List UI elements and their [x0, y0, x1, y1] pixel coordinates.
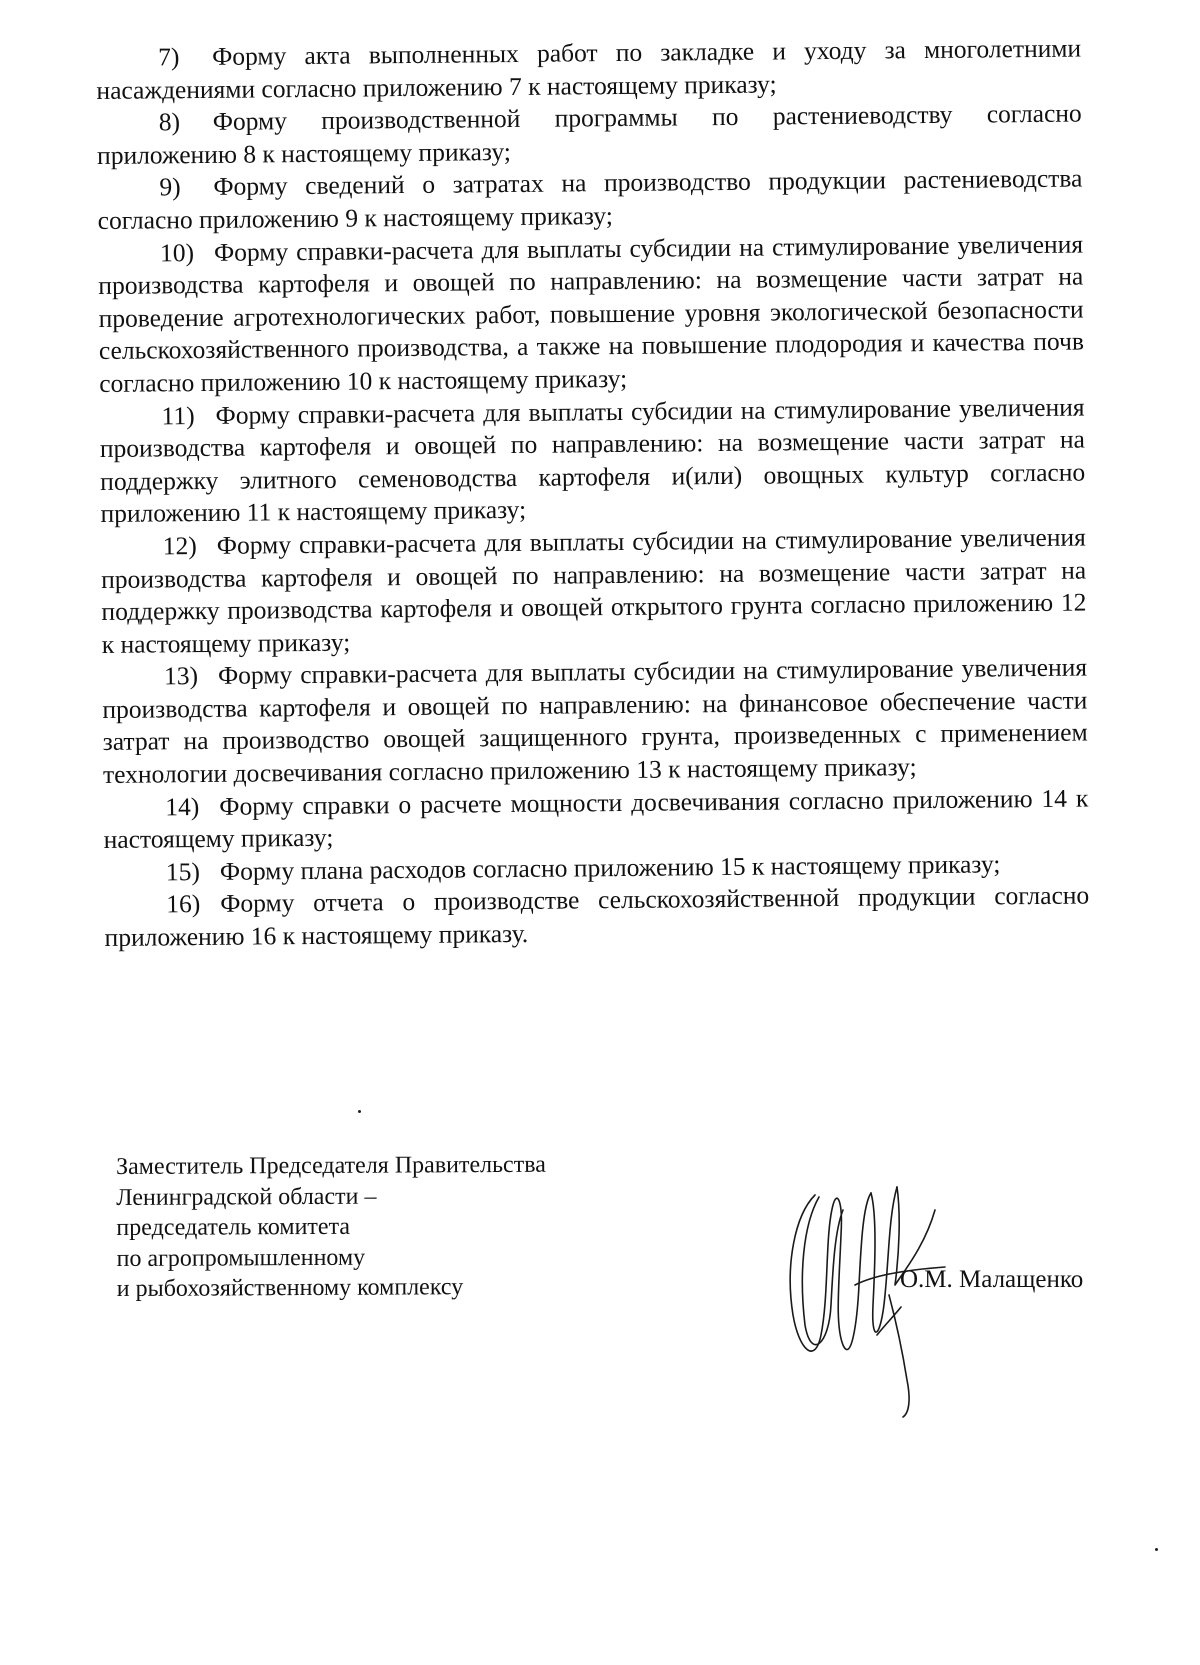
signer-title-line: и рыбохозяйственному комплексу: [116, 1274, 464, 1302]
item-text: Форму плана расходов согласно приложению 15 к настоящему приказу;: [219, 849, 1001, 886]
signer-title-block: [116, 1149, 677, 1304]
item-text: Форму отчета о производстве сельскохозяйственной продукции согласно приложению 16 к настоящему приказу.: [104, 880, 1090, 952]
item-number: 7): [158, 42, 180, 72]
list-item: [96, 33, 1082, 108]
item-text: Форму справки-расчета для выплаты субсидии на стимулирование увеличения производства картофеля и овощей по направлению: на финансовое обеспечение части затрат на производство овощей защищенного грунта, произведенных с применением технологии досвечивания согласно приложению 13 к настоящему приказу;: [102, 652, 1088, 790]
list-item: [98, 228, 1085, 400]
list-item: [101, 521, 1087, 661]
signer-title-line: по агропромышленному: [116, 1244, 366, 1272]
item-number: 9): [159, 172, 181, 202]
signer-title-line: Ленинградской области –: [116, 1183, 377, 1211]
signer-title-line: председатель комитета: [116, 1213, 351, 1241]
item-text: Форму акта выполненных работ по закладке и уходу за многолетними насаждениями согласно приложению 7 к настоящему приказу;: [96, 33, 1082, 105]
scan-speck: [358, 1110, 361, 1113]
signer-name: О.М. Малащенко: [900, 1266, 1084, 1293]
item-number: 13): [163, 661, 199, 691]
signer-title-line: Заместитель Председателя Правительства: [116, 1151, 546, 1180]
item-number: 12): [162, 530, 197, 561]
list-item: [97, 163, 1083, 238]
item-text: Форму производственной программы по растениеводству согласно приложению 8 к настоящему приказу;: [96, 98, 1082, 170]
item-text: Форму справки-расчета для выплаты субсидии на стимулирование увеличения производства картофеля и овощей по направлению: на возмещение части затрат на поддержку производства картофеля и овощей открытого грунта согласно приложению 12 к настоящему приказу;: [101, 522, 1087, 659]
item-number: 10): [159, 237, 195, 267]
scan-speck: [1155, 1548, 1158, 1551]
item-number: 15): [165, 856, 201, 887]
item-text: Форму сведений о затратах на производство продукции растениеводства согласно приложению 9 к настоящему приказу;: [97, 163, 1083, 235]
item-number: 8): [158, 107, 181, 137]
list-item: [99, 391, 1085, 531]
list-item: [102, 652, 1088, 792]
list-item: [104, 880, 1090, 955]
handwritten-signature: [785, 1175, 955, 1420]
order-items-list: [96, 33, 1090, 955]
item-text: Форму справки о расчете мощности досвечивания согласно приложению 14 к настоящему приказу;: [103, 783, 1089, 855]
item-text: Форму справки-расчета для выплаты субсидии на стимулирование увеличения производства картофеля и овощей по направлению: на возмещение части затрат на проведение агротехнологических работ, повышение уровня экологической безопасности сельскохозяйственного производства, а также на повышение плодородия и качества почв согласно приложению 10 к настоящему приказу;: [98, 229, 1085, 398]
list-item: [97, 98, 1083, 173]
item-text: Форму справки-расчета для выплаты субсидии на стимулирование увеличения производства картофеля и овощей по направлению: на возмещение части затрат на поддержку элитного семеноводства картофеля и(или) овощных культур согласно приложению 11 к настоящему приказу;: [99, 392, 1086, 529]
item-number: 16): [166, 889, 201, 919]
item-number: 11): [161, 400, 195, 430]
item-number: 14): [165, 791, 200, 822]
list-item: [103, 782, 1089, 857]
